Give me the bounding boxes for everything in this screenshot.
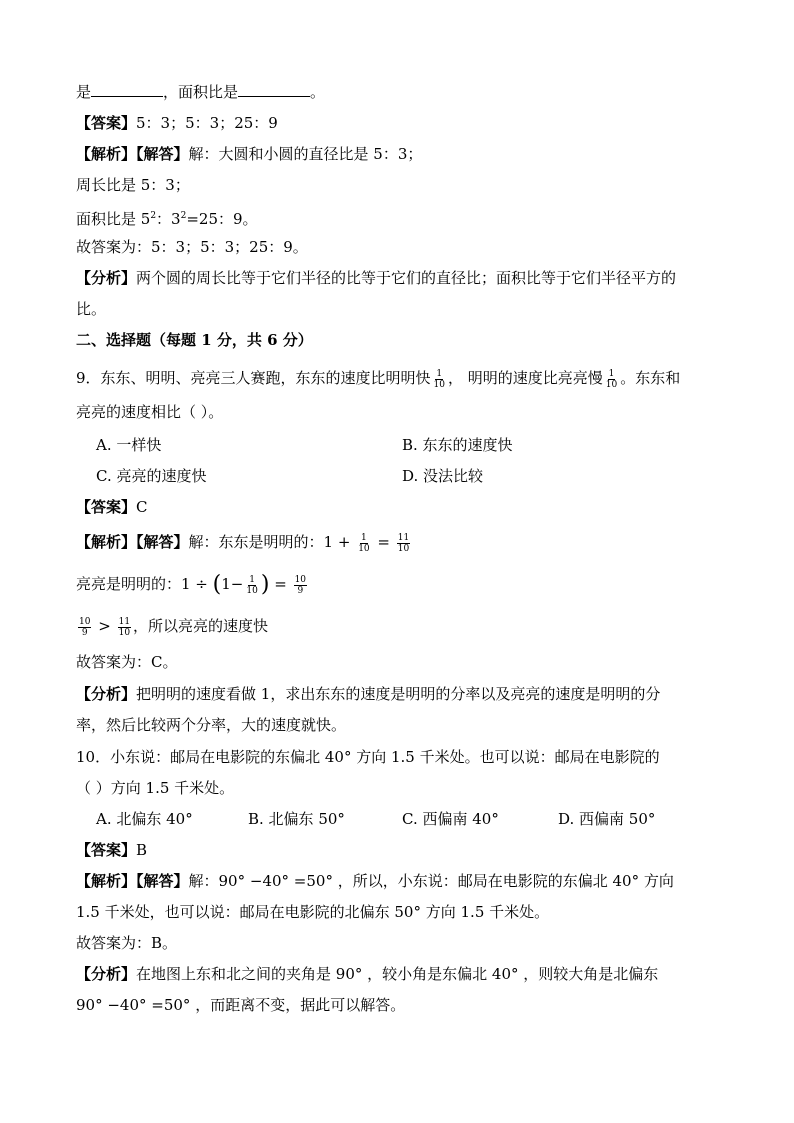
q9-option-d: D. 没法比较 <box>402 467 484 485</box>
text: 两个圆的周长比等于它们半径的比等于它们的直径比；面积比等于它们半径平方的 <box>136 269 677 287</box>
q9-option-a: A. 一样快 <box>96 436 162 454</box>
text: > <box>98 617 111 635</box>
answer-tag: 【答案】 <box>76 498 137 516</box>
text: ：3 <box>156 210 181 228</box>
q9-fenxi-2: 率，然后比较两个分率，大的速度就快。 <box>76 716 347 734</box>
q10-analysis-2: 1.5 千米处，也可以说：邮局在电影院的北偏东 50° 方向 1.5 千米处。 <box>76 903 550 921</box>
q8-conclusion <box>76 237 308 257</box>
text: ， 明明的速度比亮亮慢 <box>448 369 603 387</box>
q8-blanks-line <box>76 82 325 102</box>
q9-fenxi <box>76 684 660 704</box>
text: 把明明的速度看做 1，求出东东的速度是明明的分率以及亮亮的速度是明明的分 <box>136 685 661 703</box>
section-title: 二、选择题（每题 1 分，共 6 分） <box>76 331 313 349</box>
text: ，面积比是 <box>163 83 239 101</box>
q8-fenxi <box>76 268 676 288</box>
fraction: $\frac{1}{10}$ <box>358 532 370 554</box>
fenxi-tag: 【分析】 <box>76 965 137 983</box>
q10-fenxi-2: 90° −40° =50° ，而距离不变，据此可以解答。 <box>76 996 406 1014</box>
fenxi-tag: 【分析】 <box>76 269 137 287</box>
q10-option-b: B. 北偏东 50° <box>248 810 345 828</box>
q10-option-d: D. 西偏南 50° <box>558 810 656 828</box>
q9-analysis-3 <box>76 616 268 638</box>
text: 在地图上东和北之间的夹角是 90° ，较小角是东偏北 40° ，则较大角是北偏东 <box>136 965 659 983</box>
analysis-text: 解：大圆和小圆的直径比是 5：3； <box>188 145 423 163</box>
superscript: 2 <box>180 211 187 221</box>
fenxi-tag: 【分析】 <box>76 685 137 703</box>
text: 9．东东、明明、亮亮三人赛跑，东东的速度比明明快 <box>76 369 431 387</box>
q8-analysis <box>76 144 422 164</box>
q10-option-a: A. 北偏东 40° <box>96 810 193 828</box>
q9-answer <box>76 497 148 517</box>
analysis-tag: 【解析】【解答】 <box>76 533 189 551</box>
fraction: $\frac{1}{10}$ <box>433 368 445 390</box>
text: =25：9。 <box>186 210 258 228</box>
fraction: $\frac{10}{9}$ <box>294 574 307 596</box>
q9-stem <box>76 368 680 390</box>
q8-fenxi-2 <box>76 299 106 319</box>
text: 面积比是 5 <box>76 210 151 228</box>
q10-analysis <box>76 871 674 891</box>
q9-option-c: C. 亮亮的速度快 <box>96 467 207 485</box>
fraction: $\frac{1}{10}$ <box>246 574 258 596</box>
q10-option-c: C. 西偏南 40° <box>402 810 499 828</box>
text: 周长比是 5：3； <box>76 176 190 194</box>
q9-stem-2 <box>76 402 223 422</box>
answer-tag: 【答案】 <box>76 841 137 859</box>
answer-tag: 【答案】 <box>76 114 137 132</box>
q9-option-b: B. 东东的速度快 <box>402 436 513 454</box>
text: 故答案为：5：3；5：3；25：9。 <box>76 238 308 256</box>
q8-analysis-3 <box>76 206 258 229</box>
q10-stem: 10．小东说：邮局在电影院的东偏北 40° 方向 1.5 千米处。也可以说：邮局在电影院的 <box>76 748 660 766</box>
answer-text: C <box>136 498 148 516</box>
q8-answer <box>76 113 278 133</box>
fraction: $\frac{11}{10}$ <box>397 532 410 554</box>
q9-analysis <box>76 532 412 554</box>
fraction: $\frac{11}{10}$ <box>118 616 131 638</box>
q9-conclusion: 故答案为：C。 <box>76 653 178 671</box>
analysis-tag: 【解析】【解答】 <box>76 145 189 163</box>
text: 。东东和 <box>620 369 681 387</box>
q10-answer <box>76 840 147 860</box>
answer-text: 5：3；5：3；25：9 <box>136 114 278 132</box>
q9-analysis-2: 亮亮是明明的：1 ÷ (1− $\frac{1}{10}$ ) = $\frac{10}{9}$ <box>76 572 307 597</box>
text: 解：90° −40° =50° ，所以，小东说：邮局在电影院的东偏北 40° 方向 <box>188 872 674 890</box>
blank <box>91 82 163 97</box>
analysis-tag: 【解析】【解答】 <box>76 872 189 890</box>
superscript: 2 <box>150 211 157 221</box>
q10-conclusion: 故答案为：B。 <box>76 934 178 952</box>
text: = <box>274 575 287 593</box>
text: 比。 <box>76 300 107 318</box>
q10-stem-2: （ ）方向 1.5 千米处。 <box>76 779 235 797</box>
q8-analysis-2 <box>76 175 190 195</box>
text: 亮亮是明明的：1 ÷ <box>76 575 208 593</box>
text: 。 <box>310 83 326 101</box>
fraction: $\frac{10}{9}$ <box>79 616 91 638</box>
text: ，所以亮亮的速度快 <box>133 617 269 635</box>
text: 是 <box>76 83 92 101</box>
text: = <box>377 533 390 551</box>
text: 1− <box>221 575 244 593</box>
fraction: $\frac{1}{10}$ <box>605 368 618 390</box>
text: 解：东东是明明的：1 + <box>188 533 351 551</box>
text: 亮亮的速度相比（ ）。 <box>76 403 224 421</box>
q10-fenxi <box>76 964 658 984</box>
blank <box>238 82 310 97</box>
answer-text: B <box>136 841 148 859</box>
